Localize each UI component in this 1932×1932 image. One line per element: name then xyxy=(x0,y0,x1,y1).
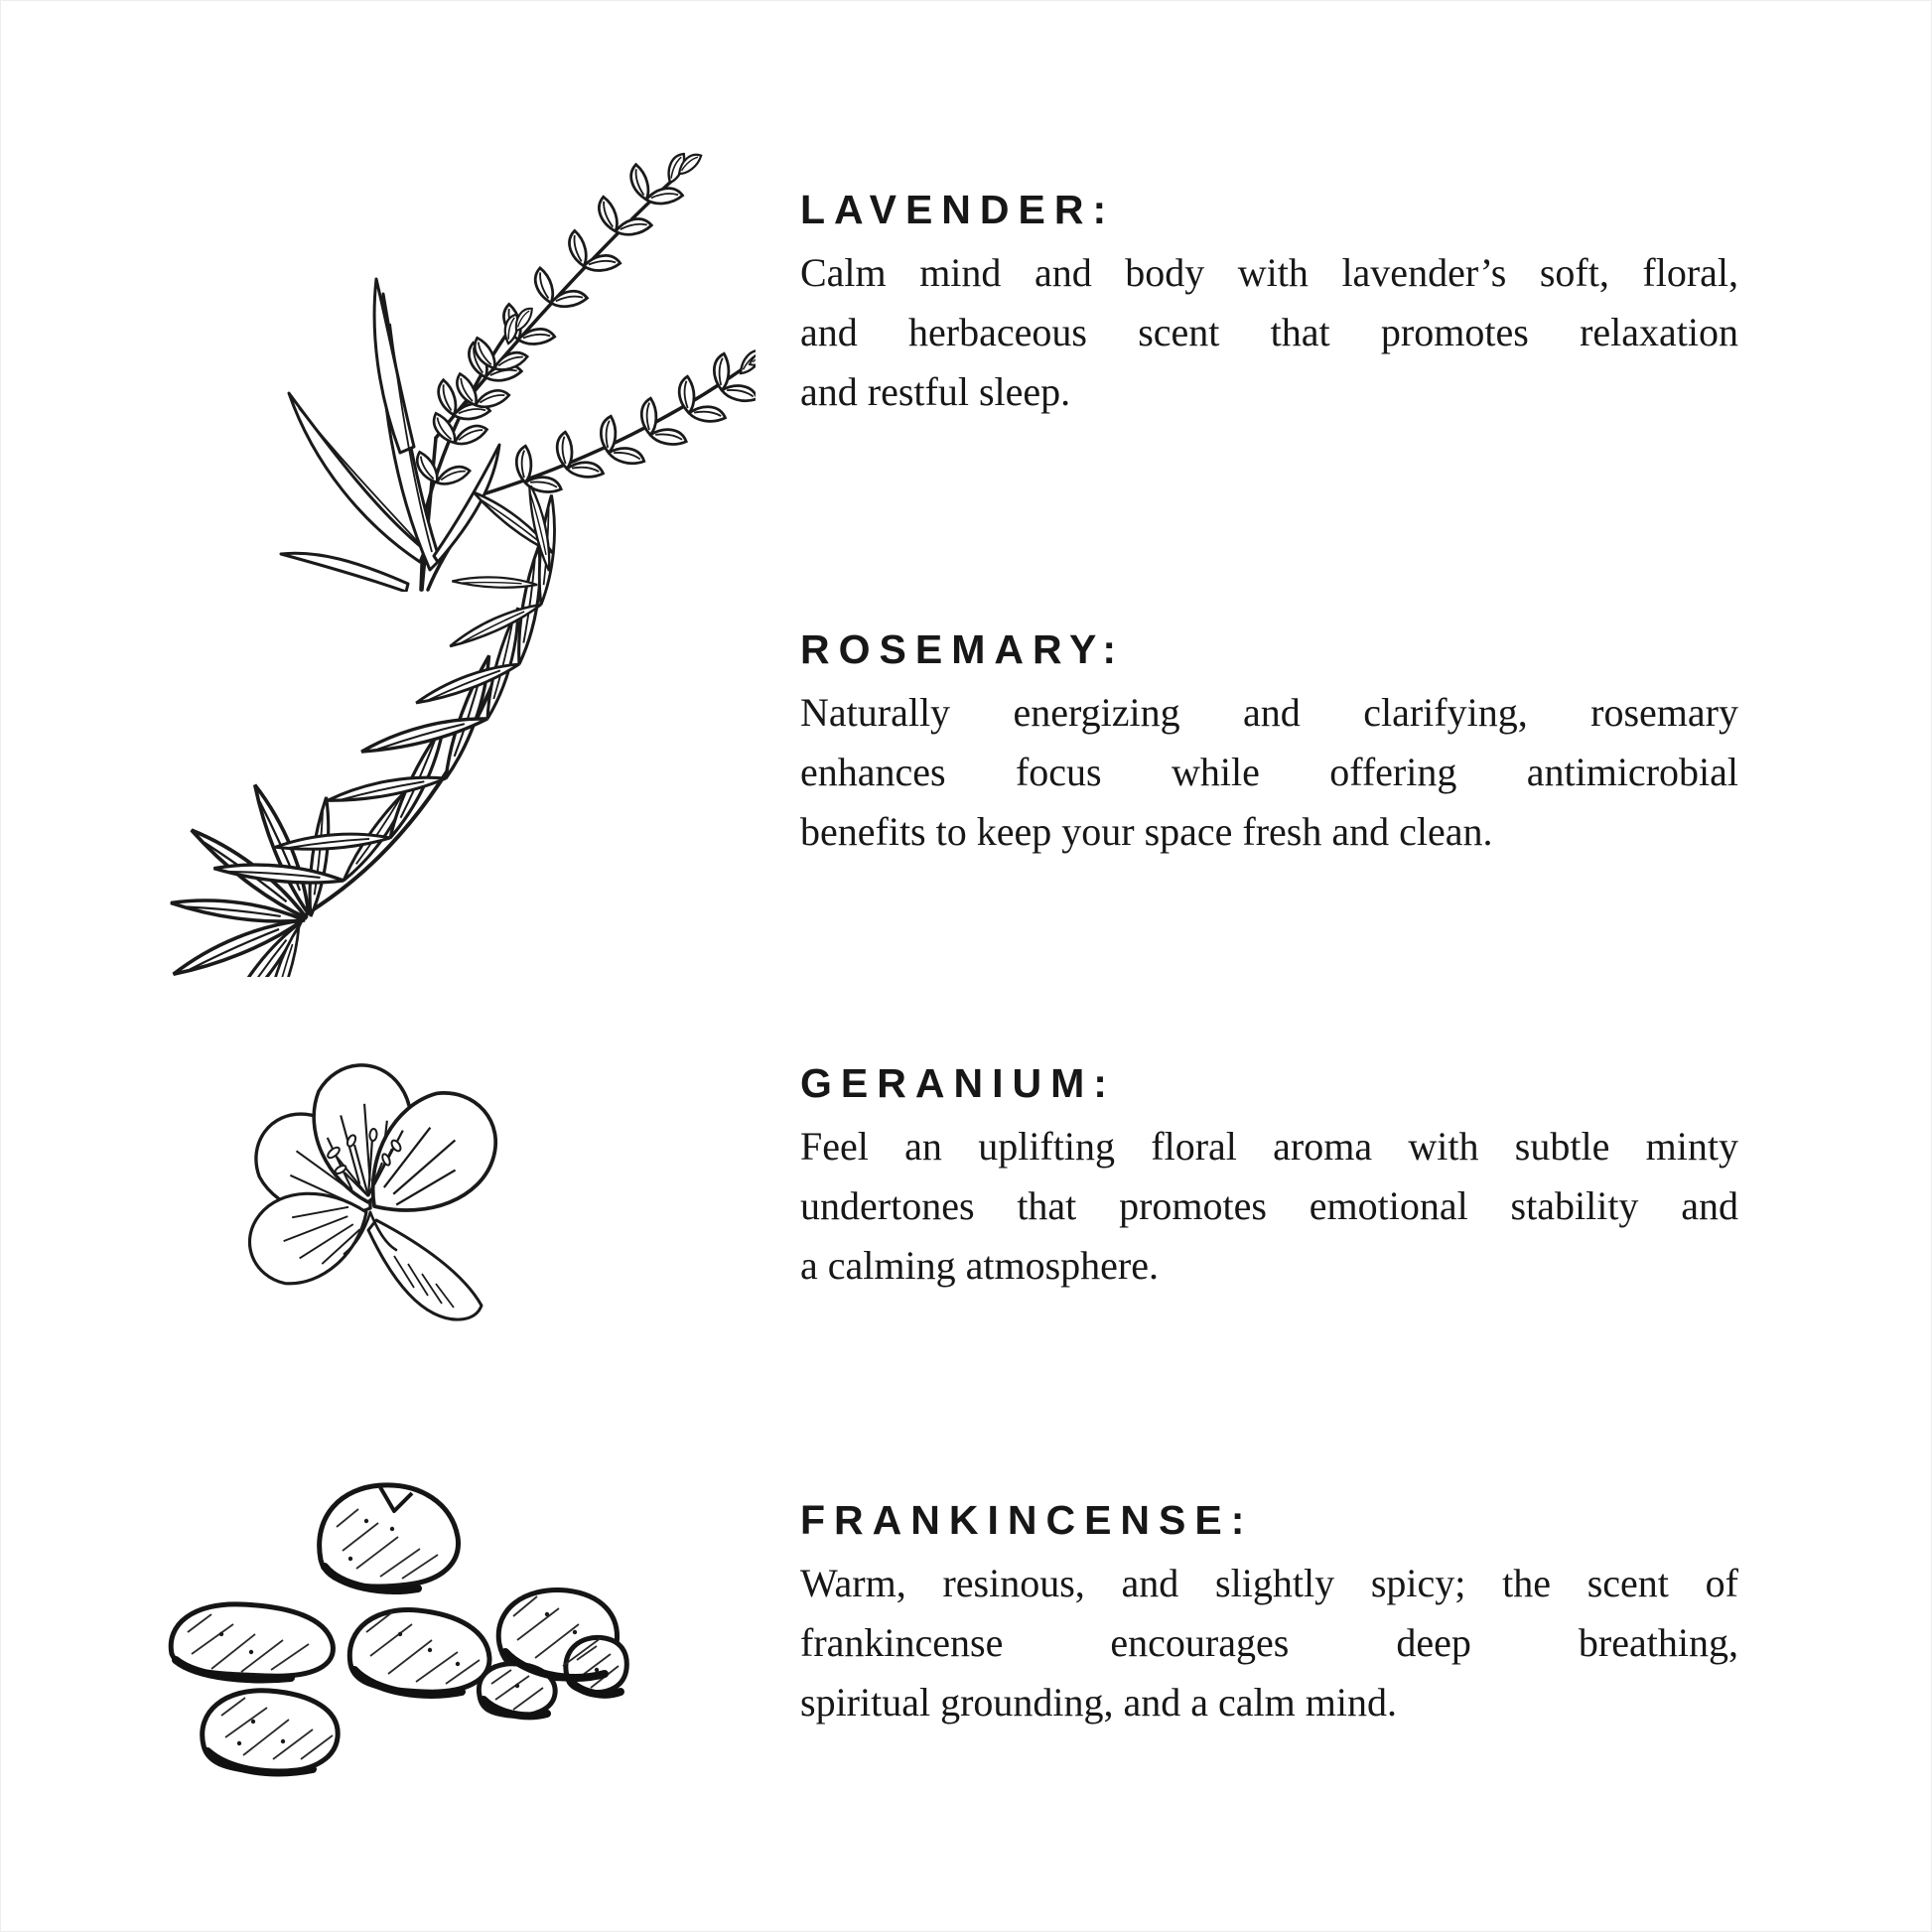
rosemary-body-line-2: enhances focus while offering antimicrobial xyxy=(800,750,1738,794)
rosemary-branch-icon xyxy=(160,485,617,977)
geranium-body-line-2: undertones that promotes emotional stability and xyxy=(800,1183,1738,1228)
frankincense-heading: FRANKINCENSE: xyxy=(800,1497,1254,1543)
frankincense-illustration xyxy=(142,1465,633,1798)
frankincense-body-line-2: frankincense encourages deep breathing, xyxy=(800,1620,1738,1665)
geranium-flower-icon xyxy=(200,1061,537,1367)
geranium-heading: GERANIUM: xyxy=(800,1060,1116,1106)
rosemary-illustration xyxy=(160,485,617,977)
rosemary-body-line-1: Naturally energizing and clarifying, rosemary xyxy=(800,690,1738,735)
frankincense-body xyxy=(800,1554,1738,1732)
frankincense-body-line-3: spiritual grounding, and a calm mind. xyxy=(800,1680,1397,1725)
lavender-section xyxy=(800,188,1738,422)
geranium-body-line-3: a calming atmosphere. xyxy=(800,1243,1159,1288)
rosemary-body xyxy=(800,683,1738,862)
geranium-illustration xyxy=(200,1061,537,1367)
rosemary-body-line-3: benefits to keep your space fresh and clean. xyxy=(800,809,1493,854)
rosemary-heading: ROSEMARY: xyxy=(800,626,1125,672)
lavender-body-line-1: Calm mind and body with lavender’s soft, floral, xyxy=(800,250,1738,295)
geranium-body xyxy=(800,1117,1738,1296)
rosemary-section xyxy=(800,627,1738,862)
lavender-body-line-2: and herbaceous scent that promotes relaxation xyxy=(800,310,1738,354)
frankincense-section xyxy=(800,1498,1738,1732)
geranium-section xyxy=(800,1061,1738,1296)
lavender-body-line-3: and restful sleep. xyxy=(800,369,1071,414)
frankincense-resin-icon xyxy=(142,1465,633,1798)
lavender-body xyxy=(800,243,1738,422)
frankincense-body-line-1: Warm, resinous, and slightly spicy; the scent of xyxy=(800,1561,1738,1605)
lavender-heading: LAVENDER: xyxy=(800,187,1116,232)
geranium-body-line-1: Feel an uplifting floral aroma with subtle minty xyxy=(800,1124,1738,1169)
